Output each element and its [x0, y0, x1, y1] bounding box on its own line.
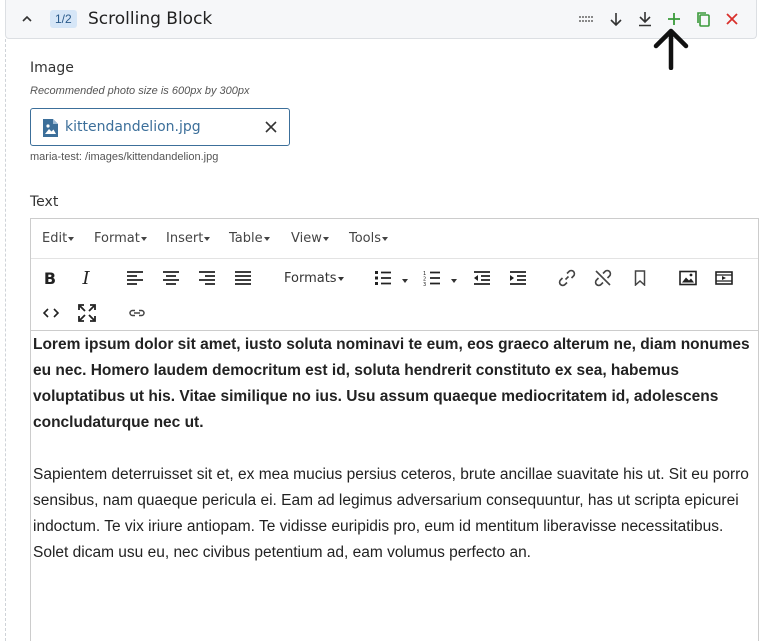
svg-text:2: 2	[423, 276, 427, 283]
text-label: Text	[30, 194, 59, 210]
block-header	[5, 0, 757, 39]
formats-dropdown[interactable]: Formats	[284, 271, 344, 286]
menu-table[interactable]: Table	[229, 231, 270, 246]
svg-text:3: 3	[423, 282, 427, 286]
menu-edit[interactable]: Edit	[42, 231, 74, 246]
editor-menubar	[31, 219, 758, 259]
image-file-icon	[41, 118, 59, 143]
align-justify-icon[interactable]	[232, 267, 254, 289]
insert-link-icon[interactable]	[556, 267, 578, 289]
bookmark-icon[interactable]	[629, 267, 651, 289]
duplicate-icon[interactable]	[693, 9, 713, 29]
block-index-badge: 1/2	[50, 10, 77, 28]
indent-icon[interactable]	[507, 267, 529, 289]
add-block-icon[interactable]	[664, 9, 684, 29]
outdent-icon[interactable]	[471, 267, 493, 289]
drag-handle-icon[interactable]	[576, 9, 596, 29]
numbered-list-icon[interactable]	[421, 267, 443, 289]
content-paragraph: Lorem ipsum dolor sit amet, iusto soluta nominavi te eum, eos graeco alterum ne, diam nonumes eu nec. Homero laudem democritum est id, soluta hendrerit constituto ex sea, habemus voluptatibus ut his. Vitae similique no ius. Usu assum quaeque mediocritatem id, adolescens concludaturque nec ut.	[33, 336, 750, 431]
image-file-path: maria-test: /images/kittendandelion.jpg	[30, 151, 219, 163]
clear-image-icon[interactable]	[263, 119, 279, 135]
numbered-list-caret-icon[interactable]	[451, 279, 457, 283]
content-paragraph: Sapientem deterruisset sit et, ex mea mucius persius ceteros, brute ancillae suavitate his ut. Sit eu porro sensibus, nam quaeque pericula ei. Eam ad legimus adversarium consequuntur, has ut scripta epicurei indoctum. Te vix iriure antiopam. Te vidisse euripidis pro, eum id mentitum liberavisse necessitatibus. Solet dicam usu eu, nec civibus petentium ad, eam volumus perfecto an.	[33, 466, 749, 561]
italic-button[interactable]: I	[82, 267, 90, 289]
source-code-icon[interactable]	[40, 302, 62, 324]
align-left-icon[interactable]	[124, 267, 146, 289]
rich-text-editor	[30, 218, 759, 641]
fullscreen-icon[interactable]	[76, 302, 98, 324]
delete-block-icon[interactable]	[722, 9, 742, 29]
image-hint: Recommended photo size is 600px by 300px	[30, 85, 250, 97]
editor-content[interactable]	[33, 332, 753, 592]
editor-toolbar	[31, 259, 758, 331]
align-center-icon[interactable]	[160, 267, 182, 289]
menu-insert[interactable]: Insert	[166, 231, 210, 246]
remove-link-icon[interactable]	[592, 267, 614, 289]
align-right-icon[interactable]	[196, 267, 218, 289]
bold-button[interactable]: B	[43, 268, 57, 288]
anchor-link-icon[interactable]	[126, 302, 148, 324]
menu-format[interactable]: Format	[94, 231, 147, 246]
image-label: Image	[30, 60, 74, 76]
image-file-name: kittendandelion.jpg	[65, 119, 201, 135]
menu-tools[interactable]: Tools	[349, 231, 388, 246]
move-to-bottom-icon[interactable]	[635, 9, 655, 29]
bullet-list-caret-icon[interactable]	[402, 279, 408, 283]
move-down-icon[interactable]	[606, 9, 626, 29]
insert-media-icon[interactable]	[713, 267, 735, 289]
image-file-chip[interactable]	[30, 108, 290, 146]
svg-text:1: 1	[423, 271, 427, 277]
menu-view[interactable]: View	[291, 231, 329, 246]
collapse-chevron-icon[interactable]	[20, 12, 34, 26]
bullet-list-icon[interactable]	[372, 267, 394, 289]
insert-image-icon[interactable]	[677, 267, 699, 289]
block-title: Scrolling Block	[88, 9, 213, 29]
